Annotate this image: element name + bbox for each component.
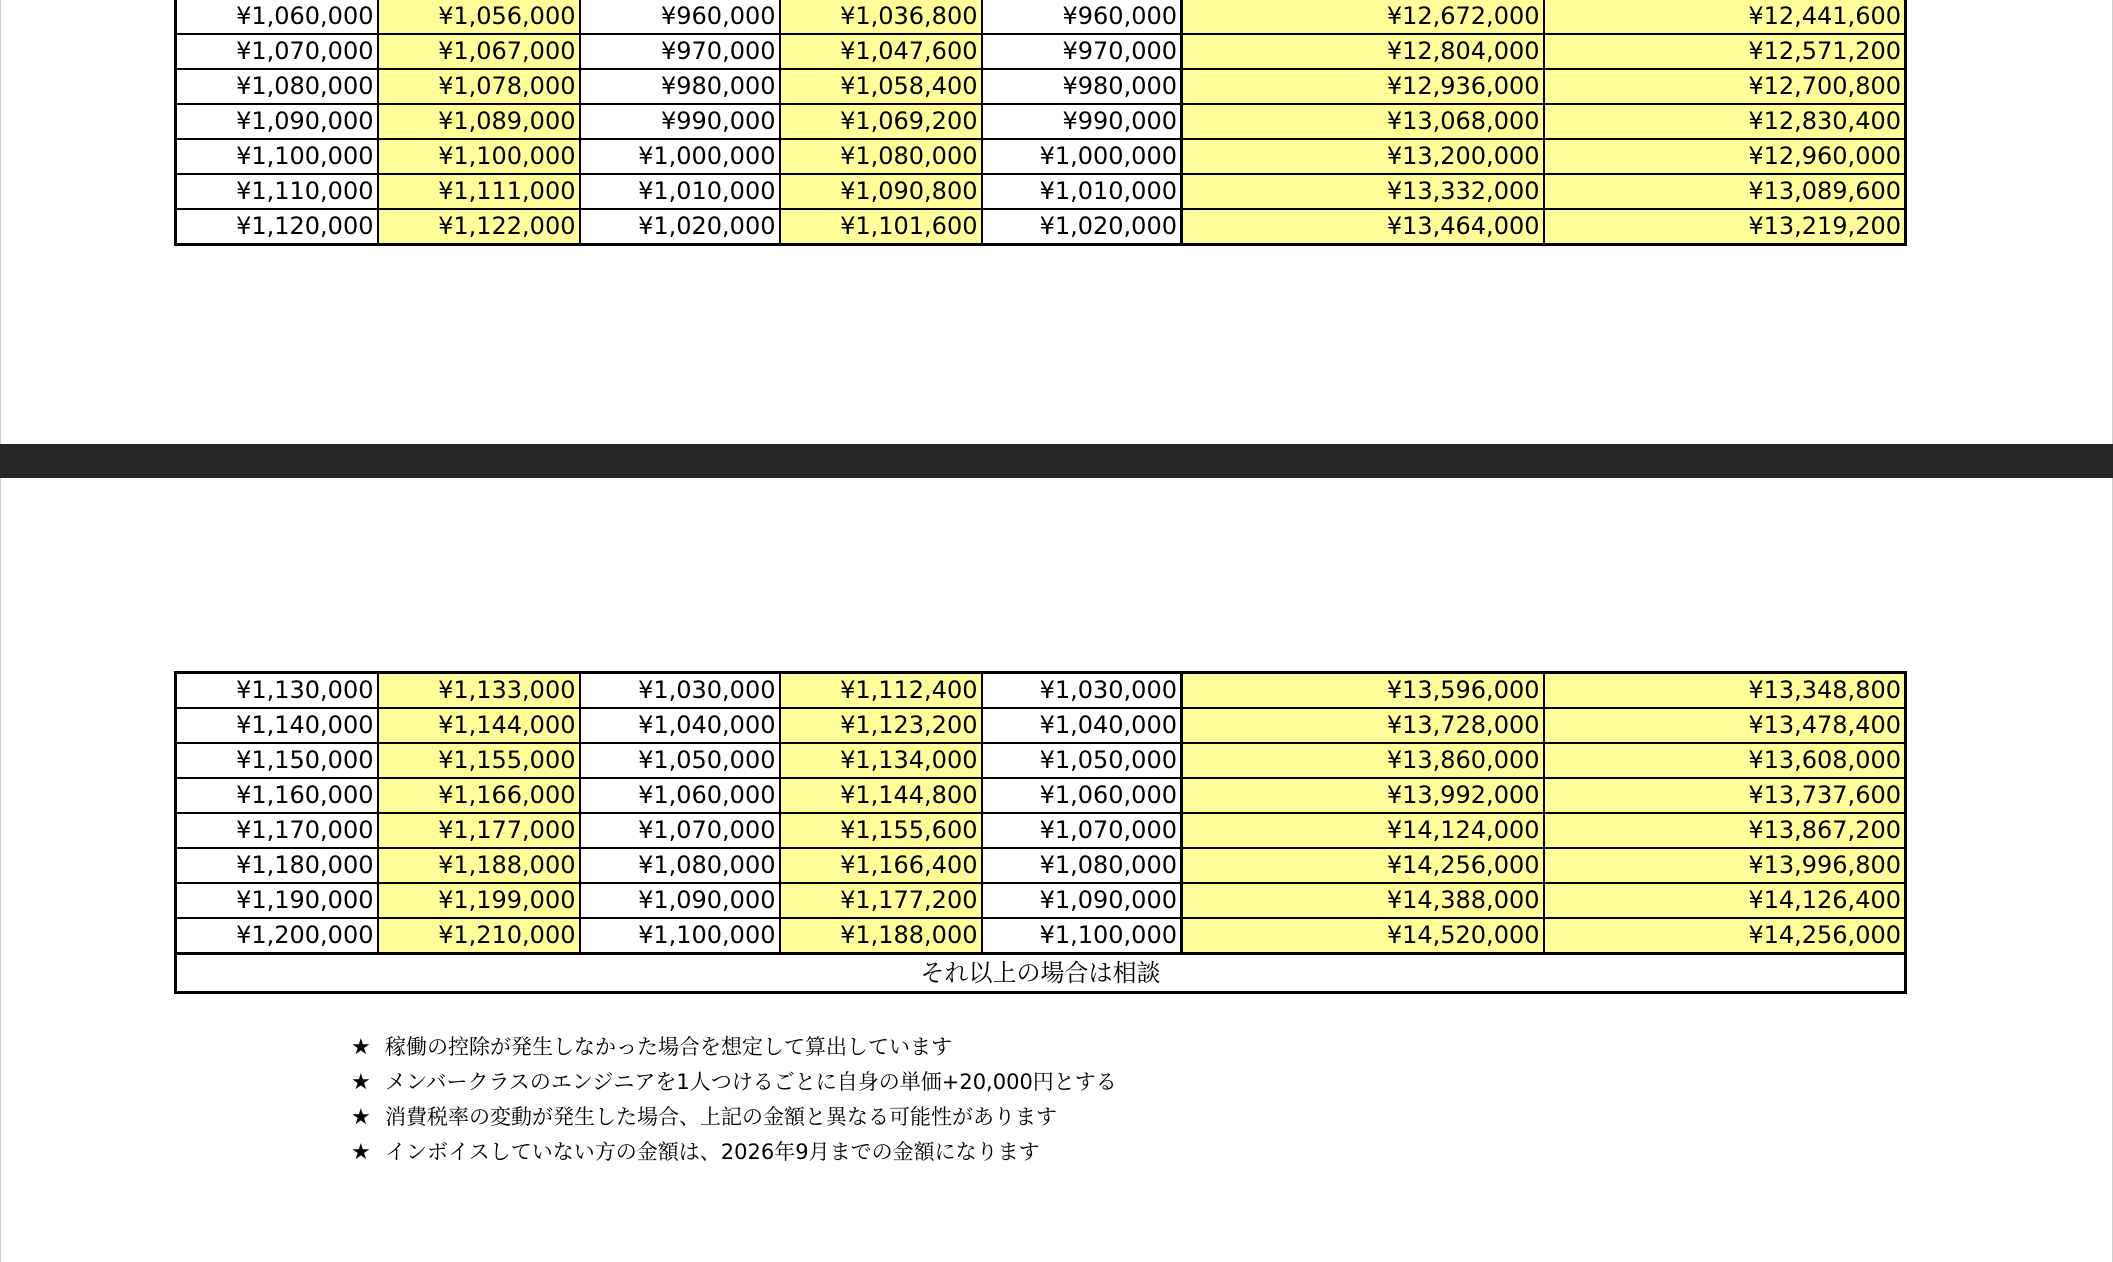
- table-cell: ¥960,000: [982, 0, 1182, 34]
- table-cell: ¥1,112,400: [780, 673, 982, 709]
- table-cell: ¥1,040,000: [580, 708, 780, 743]
- table-cell: ¥1,120,000: [176, 209, 378, 245]
- table-cell: ¥13,867,200: [1544, 813, 1906, 848]
- table-cell: ¥1,060,000: [176, 0, 378, 34]
- sheet-page-top: [0, 0, 2113, 444]
- table-cell: ¥1,111,000: [378, 174, 580, 209]
- table-cell: ¥1,010,000: [580, 174, 780, 209]
- table-cell: ¥1,060,000: [580, 778, 780, 813]
- table-cell: ¥1,090,000: [176, 104, 378, 139]
- table-cell: ¥1,040,000: [982, 708, 1182, 743]
- table-cell: ¥1,080,000: [176, 69, 378, 104]
- table-row: [176, 708, 1906, 743]
- page-break-band: [0, 444, 2113, 478]
- table-row: [176, 69, 1906, 104]
- table-cell: ¥1,134,000: [780, 743, 982, 778]
- table-cell: ¥970,000: [982, 34, 1182, 69]
- table-cell: ¥960,000: [580, 0, 780, 34]
- consult-cell: それ以上の場合は相談: [176, 954, 1906, 993]
- table-cell: ¥1,080,000: [580, 848, 780, 883]
- table-cell: ¥1,122,000: [378, 209, 580, 245]
- table-cell: ¥1,060,000: [982, 778, 1182, 813]
- star-icon: ★: [351, 1070, 371, 1095]
- table-row: [176, 813, 1906, 848]
- table-cell: ¥1,090,000: [580, 883, 780, 918]
- table-cell: ¥1,166,400: [780, 848, 982, 883]
- table-row: [176, 778, 1906, 813]
- table-cell: ¥1,070,000: [176, 34, 378, 69]
- table-cell: ¥13,608,000: [1544, 743, 1906, 778]
- table-row: [176, 743, 1906, 778]
- table-cell: ¥12,960,000: [1544, 139, 1906, 174]
- star-icon: ★: [351, 1105, 371, 1130]
- table-cell: ¥1,080,000: [780, 139, 982, 174]
- table-cell: ¥1,070,000: [982, 813, 1182, 848]
- table-cell: ¥1,089,000: [378, 104, 580, 139]
- table-cell: ¥1,144,000: [378, 708, 580, 743]
- table-cell: ¥1,177,200: [780, 883, 982, 918]
- table-row: [176, 139, 1906, 174]
- table-cell: ¥1,100,000: [378, 139, 580, 174]
- table-cell: ¥14,388,000: [1182, 883, 1544, 918]
- table-cell: ¥1,080,000: [982, 848, 1182, 883]
- table-cell: ¥14,126,400: [1544, 883, 1906, 918]
- table-cell: ¥13,332,000: [1182, 174, 1544, 209]
- table-row: [176, 918, 1906, 954]
- table-row: [176, 0, 1906, 34]
- table-row: [176, 883, 1906, 918]
- table-cell: ¥1,188,000: [780, 918, 982, 954]
- table-cell: ¥1,047,600: [780, 34, 982, 69]
- table-cell: ¥1,090,000: [982, 883, 1182, 918]
- table-cell: ¥1,050,000: [580, 743, 780, 778]
- notes-list: [351, 1030, 1117, 1170]
- note-item: [351, 1065, 1117, 1100]
- table-row: [176, 174, 1906, 209]
- table-cell: ¥13,860,000: [1182, 743, 1544, 778]
- table-cell: ¥13,219,200: [1544, 209, 1906, 245]
- table-cell: ¥1,140,000: [176, 708, 378, 743]
- table-cell: ¥1,199,000: [378, 883, 580, 918]
- table-cell: ¥13,348,800: [1544, 673, 1906, 709]
- table-cell: ¥1,177,000: [378, 813, 580, 848]
- table-cell: ¥13,596,000: [1182, 673, 1544, 709]
- table-cell: ¥1,020,000: [580, 209, 780, 245]
- table-cell: ¥1,070,000: [580, 813, 780, 848]
- table-cell: ¥980,000: [580, 69, 780, 104]
- rate-table-bottom: [174, 671, 1907, 994]
- consult-row: [176, 954, 1906, 993]
- table-row: [176, 673, 1906, 709]
- table-row: [176, 848, 1906, 883]
- table-cell: ¥1,210,000: [378, 918, 580, 954]
- table-cell: ¥1,166,000: [378, 778, 580, 813]
- table-cell: ¥12,672,000: [1182, 0, 1544, 34]
- table-cell: ¥1,170,000: [176, 813, 378, 848]
- table-cell: ¥1,130,000: [176, 673, 378, 709]
- note-text: 稼働の控除が発生しなかった場合を想定して算出しています: [385, 1035, 952, 1059]
- table-cell: ¥1,090,800: [780, 174, 982, 209]
- sheet-page-bottom: [0, 478, 2113, 1262]
- table-cell: ¥13,737,600: [1544, 778, 1906, 813]
- table-cell: ¥1,133,000: [378, 673, 580, 709]
- note-text: 消費税率の変動が発生した場合、上記の金額と異なる可能性があります: [385, 1105, 1057, 1129]
- table-row: [176, 209, 1906, 245]
- table-cell: ¥1,180,000: [176, 848, 378, 883]
- note-text: メンバークラスのエンジニアを1人つけるごとに自身の単価+20,000円とする: [385, 1070, 1117, 1094]
- table-cell: ¥1,150,000: [176, 743, 378, 778]
- table-cell: ¥1,056,000: [378, 0, 580, 34]
- table-cell: ¥1,100,000: [580, 918, 780, 954]
- table-cell: ¥970,000: [580, 34, 780, 69]
- table-cell: ¥1,030,000: [982, 673, 1182, 709]
- table-cell: ¥1,069,200: [780, 104, 982, 139]
- table-cell: ¥12,804,000: [1182, 34, 1544, 69]
- table-cell: ¥1,144,800: [780, 778, 982, 813]
- table-cell: ¥990,000: [580, 104, 780, 139]
- table-cell: ¥13,089,600: [1544, 174, 1906, 209]
- table-cell: ¥12,936,000: [1182, 69, 1544, 104]
- table-cell: ¥12,571,200: [1544, 34, 1906, 69]
- table-cell: ¥1,188,000: [378, 848, 580, 883]
- table-cell: ¥1,067,000: [378, 34, 580, 69]
- table-cell: ¥13,200,000: [1182, 139, 1544, 174]
- table-cell: ¥14,256,000: [1182, 848, 1544, 883]
- table-cell: ¥1,020,000: [982, 209, 1182, 245]
- table-cell: ¥1,123,200: [780, 708, 982, 743]
- table-cell: ¥1,155,600: [780, 813, 982, 848]
- table-cell: ¥1,078,000: [378, 69, 580, 104]
- table-cell: ¥1,200,000: [176, 918, 378, 954]
- note-item: [351, 1030, 1117, 1065]
- rate-table-top: [174, 0, 1907, 246]
- table-cell: ¥1,100,000: [982, 918, 1182, 954]
- table-cell: ¥13,992,000: [1182, 778, 1544, 813]
- table-cell: ¥990,000: [982, 104, 1182, 139]
- note-item: [351, 1135, 1117, 1170]
- table-cell: ¥14,520,000: [1182, 918, 1544, 954]
- table-cell: ¥13,464,000: [1182, 209, 1544, 245]
- table-row: [176, 34, 1906, 69]
- table-cell: ¥1,058,400: [780, 69, 982, 104]
- star-icon: ★: [351, 1140, 371, 1165]
- table-cell: ¥12,441,600: [1544, 0, 1906, 34]
- table-cell: ¥13,068,000: [1182, 104, 1544, 139]
- table-cell: ¥14,124,000: [1182, 813, 1544, 848]
- table-cell: ¥1,010,000: [982, 174, 1182, 209]
- table-row: [176, 104, 1906, 139]
- table-cell: ¥14,256,000: [1544, 918, 1906, 954]
- table-cell: ¥13,996,800: [1544, 848, 1906, 883]
- table-cell: ¥1,000,000: [580, 139, 780, 174]
- table-cell: ¥1,160,000: [176, 778, 378, 813]
- table-cell: ¥1,030,000: [580, 673, 780, 709]
- table-cell: ¥1,050,000: [982, 743, 1182, 778]
- table-cell: ¥1,155,000: [378, 743, 580, 778]
- table-cell: ¥1,036,800: [780, 0, 982, 34]
- table-cell: ¥980,000: [982, 69, 1182, 104]
- table-cell: ¥1,000,000: [982, 139, 1182, 174]
- table-cell: ¥1,101,600: [780, 209, 982, 245]
- note-text: インボイスしていない方の金額は、2026年9月までの金額になります: [385, 1140, 1040, 1164]
- table-cell: ¥13,728,000: [1182, 708, 1544, 743]
- star-icon: ★: [351, 1035, 371, 1060]
- table-cell: ¥1,110,000: [176, 174, 378, 209]
- table-cell: ¥13,478,400: [1544, 708, 1906, 743]
- table-cell: ¥1,100,000: [176, 139, 378, 174]
- table-cell: ¥1,190,000: [176, 883, 378, 918]
- note-item: [351, 1100, 1117, 1135]
- table-cell: ¥12,700,800: [1544, 69, 1906, 104]
- table-cell: ¥12,830,400: [1544, 104, 1906, 139]
